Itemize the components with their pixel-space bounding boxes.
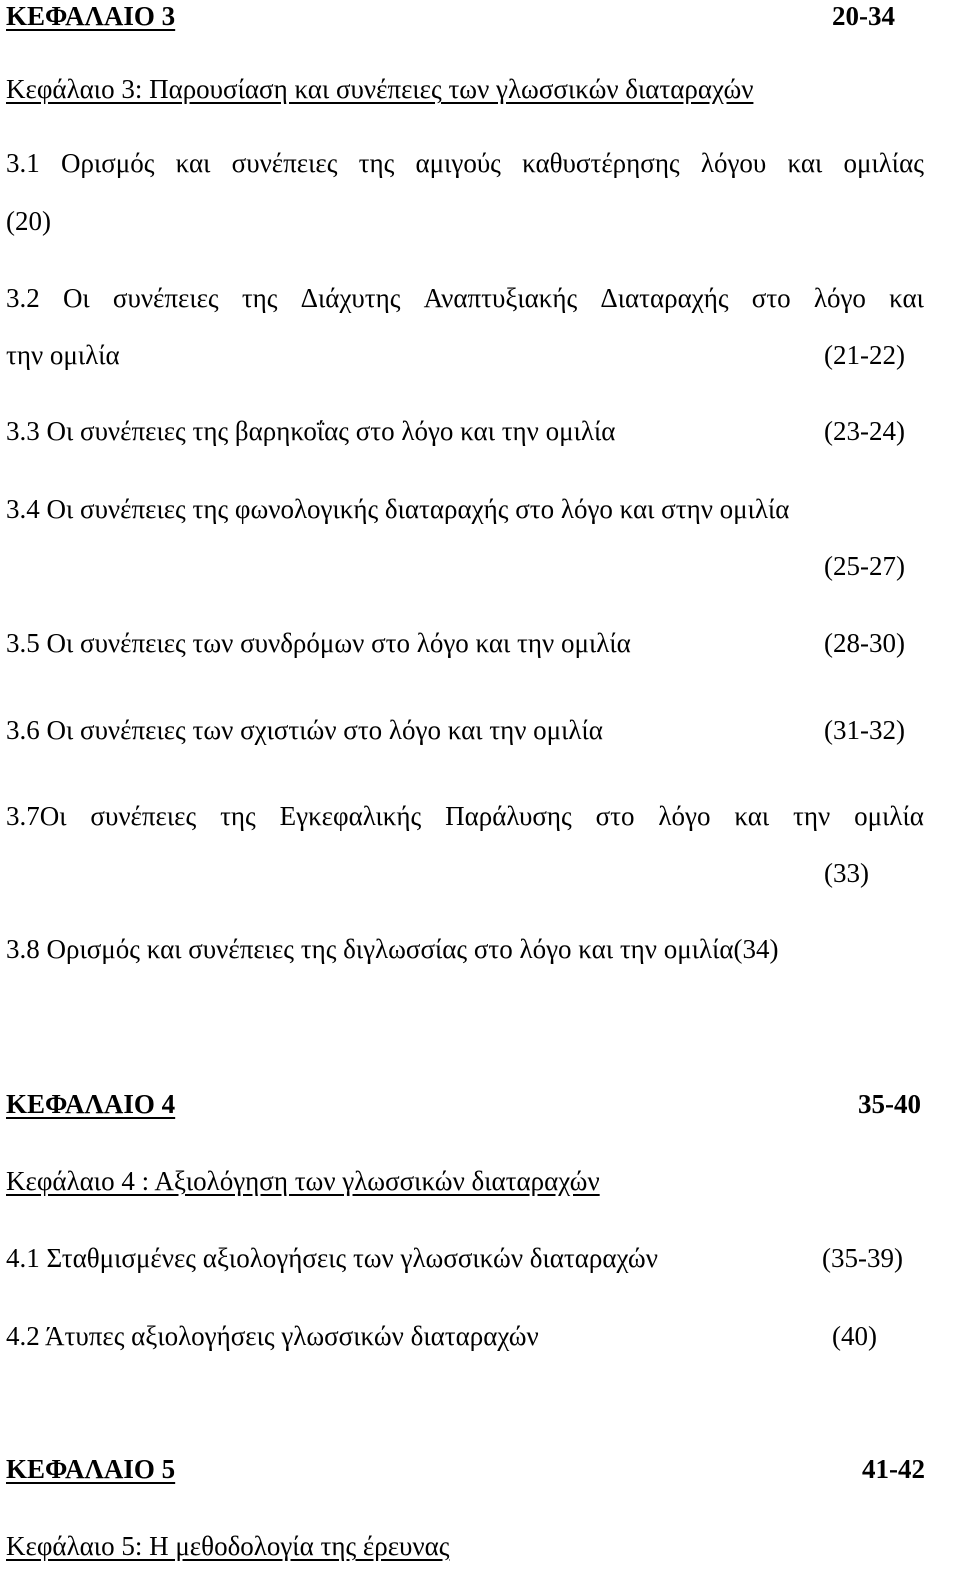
chapter-5-title: Κεφάλαιο 5: Η μεθοδολογία της έρευνας — [6, 1531, 450, 1561]
toc-entry-pages: (25-27) — [824, 551, 905, 581]
chapter-5-pages: 41-42 — [862, 1454, 925, 1484]
toc-entry-pages: (35-39) — [822, 1243, 903, 1273]
toc-entry-text: 3.5 Οι συνέπειες των συνδρόμων στο λόγο και την ομιλία — [6, 628, 631, 658]
toc-entry-4-1 — [6, 1233, 926, 1283]
toc-entry-text: 3.4 Οι συνέπειες της φωνολογικής διαταραχής στο λόγο και στην ομιλία — [6, 494, 790, 524]
toc-entry-3-6 — [6, 705, 926, 755]
toc-entry-pages: (21-22) — [824, 340, 905, 370]
toc-entry-3-4 — [6, 484, 926, 534]
toc-entry-3-2-cont — [6, 330, 926, 380]
toc-entry-text: 3.2 Οι συνέπειες της Διάχυτης Αναπτυξιακής Διαταραχής στο λόγο και — [6, 283, 924, 313]
chapter-3-heading-row — [6, 0, 926, 41]
chapter-4-heading: ΚΕΦΑΛΑΙΟ 4 — [6, 1089, 176, 1119]
toc-entry-3-1-pages-row — [6, 196, 926, 246]
chapter-5-heading-row — [6, 1444, 926, 1494]
toc-entry-3-3 — [6, 406, 926, 456]
toc-entry-3-4-pages-row — [6, 541, 926, 591]
toc-entry-pages: (33) — [824, 858, 869, 888]
toc-entry-pages: (40) — [832, 1321, 877, 1351]
chapter-4-pages: 35-40 — [858, 1089, 921, 1119]
toc-entry-text: 3.3 Οι συνέπειες της βαρηκοΐας στο λόγο και την ομιλία — [6, 416, 616, 446]
toc-entry-text: 4.2 Άτυπες αξιολογήσεις γλωσσικών διαταραχών — [6, 1321, 539, 1351]
toc-entry-3-2 — [6, 273, 926, 323]
toc-entry-3-7 — [6, 791, 926, 841]
toc-entry-pages: (28-30) — [824, 628, 905, 658]
toc-entry-text: 3.1 Ορισμός και συνέπειες της αμιγούς καθυστέρησης λόγου και ομιλίας — [6, 148, 924, 178]
chapter-5-heading: ΚΕΦΑΛΑΙΟ 5 — [6, 1454, 176, 1484]
toc-entry-3-8 — [6, 924, 926, 974]
toc-entry-pages: (23-24) — [824, 416, 905, 446]
toc-entry-text-cont: την ομιλία — [6, 340, 120, 370]
toc-entry-text: 3.6 Οι συνέπειες των σχιστιών στο λόγο και την ομιλία — [6, 715, 603, 745]
toc-entry-pages: (20) — [6, 206, 51, 236]
toc-entry-text: 4.1 Σταθμισμένες αξιολογήσεις των γλωσσικών διαταραχών — [6, 1243, 658, 1273]
chapter-4-title-row — [6, 1156, 926, 1206]
toc-entry-text: 3.8 Ορισμός και συνέπειες της διγλωσσίας στο λόγο και την ομιλία(34) — [6, 934, 779, 964]
chapter-4-title: Κεφάλαιο 4 : Αξιολόγηση των γλωσσικών διαταραχών — [6, 1166, 600, 1196]
toc-entry-4-2 — [6, 1311, 926, 1361]
toc-entry-3-1 — [6, 138, 926, 188]
toc-entry-3-7-pages-row — [6, 848, 926, 898]
chapter-4-heading-row — [6, 1079, 926, 1129]
chapter-3-heading: ΚΕΦΑΛΑΙΟ 3 — [6, 1, 176, 31]
toc-entry-text: 3.7Οι συνέπειες της Εγκεφαλικής Παράλυσης στο λόγο και την ομιλία — [6, 801, 924, 831]
chapter-3-pages: 20-34 — [832, 1, 895, 31]
toc-entry-pages: (31-32) — [824, 715, 905, 745]
chapter-5-title-row — [6, 1521, 926, 1571]
chapter-3-title: Κεφάλαιο 3: Παρουσίαση και συνέπειες των γλωσσικών διαταραχών — [6, 74, 754, 104]
toc-entry-3-5 — [6, 618, 926, 668]
chapter-3-title-row — [6, 64, 926, 114]
